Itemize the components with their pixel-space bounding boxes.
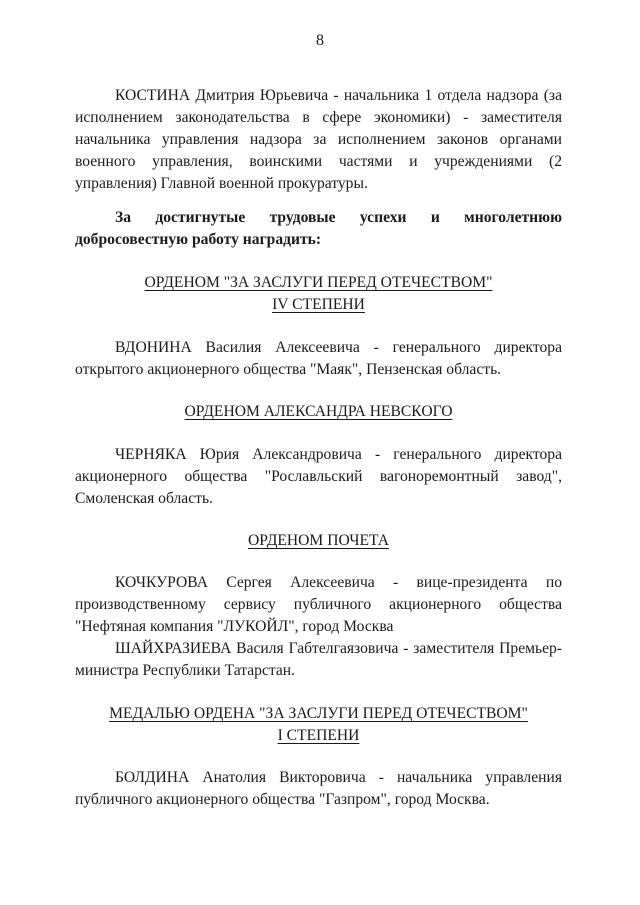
award-heading-order-nevsky [75, 401, 562, 423]
heading-line: ОРДЕНОМ ПОЧЕТА [247, 532, 389, 549]
entry-text: КОЧКУРОВА Сергея Алексеевича - вице-президента по производственному сервису публичного акционерного общества "Нефтяная компания "ЛУКОЙЛ", город Москва [75, 574, 562, 635]
entry-text: КОСТИНА Дмитрия Юрьевича - начальника 1 отдела надзора (за исполнением законодательства в сфере экономики) - заместителя начальника управления надзора за исполнением законов органами военного управления, воинскими частями и учреждениями (2 управления) Главной военной прокуратуры. [75, 87, 562, 192]
page-number: 8 [316, 32, 324, 49]
award-entry-kochkurov [75, 572, 562, 638]
entry-text: БОЛДИНА Анатолия Викторовича - начальника управления публичного акционерного общества "Газпром", город Москва. [75, 769, 562, 808]
heading-line: I СТЕПЕНИ [277, 727, 360, 744]
award-heading-medal-merit-1 [75, 703, 562, 747]
award-entry-shaikhraziev [75, 638, 562, 682]
award-heading-order-merit-4 [75, 272, 562, 316]
award-entry-kostina [75, 85, 562, 195]
entry-text: ЧЕРНЯКА Юрия Александровича - генерального директора акционерного общества "Рославльский вагоноремонтный завод", Смоленская область. [75, 446, 562, 507]
entry-text: ШАЙХРАЗИЕВА Василя Габтелгаязовича - заместителя Премьер-министра Республики Татарстан. [75, 640, 562, 679]
award-intro [75, 207, 562, 251]
award-entry-boldin [75, 767, 562, 811]
intro-text: За достигнутые трудовые успехи и многолетнюю добросовестную работу наградить: [75, 209, 562, 248]
award-heading-order-honour [75, 530, 562, 552]
heading-line: ОРДЕНОМ АЛЕКСАНДРА НЕВСКОГО [184, 403, 453, 420]
heading-line: IV СТЕПЕНИ [272, 296, 365, 313]
award-entry-vdonin [75, 337, 562, 381]
award-entry-chernyak [75, 444, 562, 510]
heading-line: ОРДЕНОМ "ЗА ЗАСЛУГИ ПЕРЕД ОТЕЧЕСТВОМ" [144, 274, 493, 291]
heading-line: МЕДАЛЬЮ ОРДЕНА "ЗА ЗАСЛУГИ ПЕРЕД ОТЕЧЕСТВОМ" [109, 705, 528, 722]
entry-text: ВДОНИНА Василия Алексеевича - генерального директора открытого акционерного общества "Маяк", Пензенская область. [75, 339, 562, 378]
